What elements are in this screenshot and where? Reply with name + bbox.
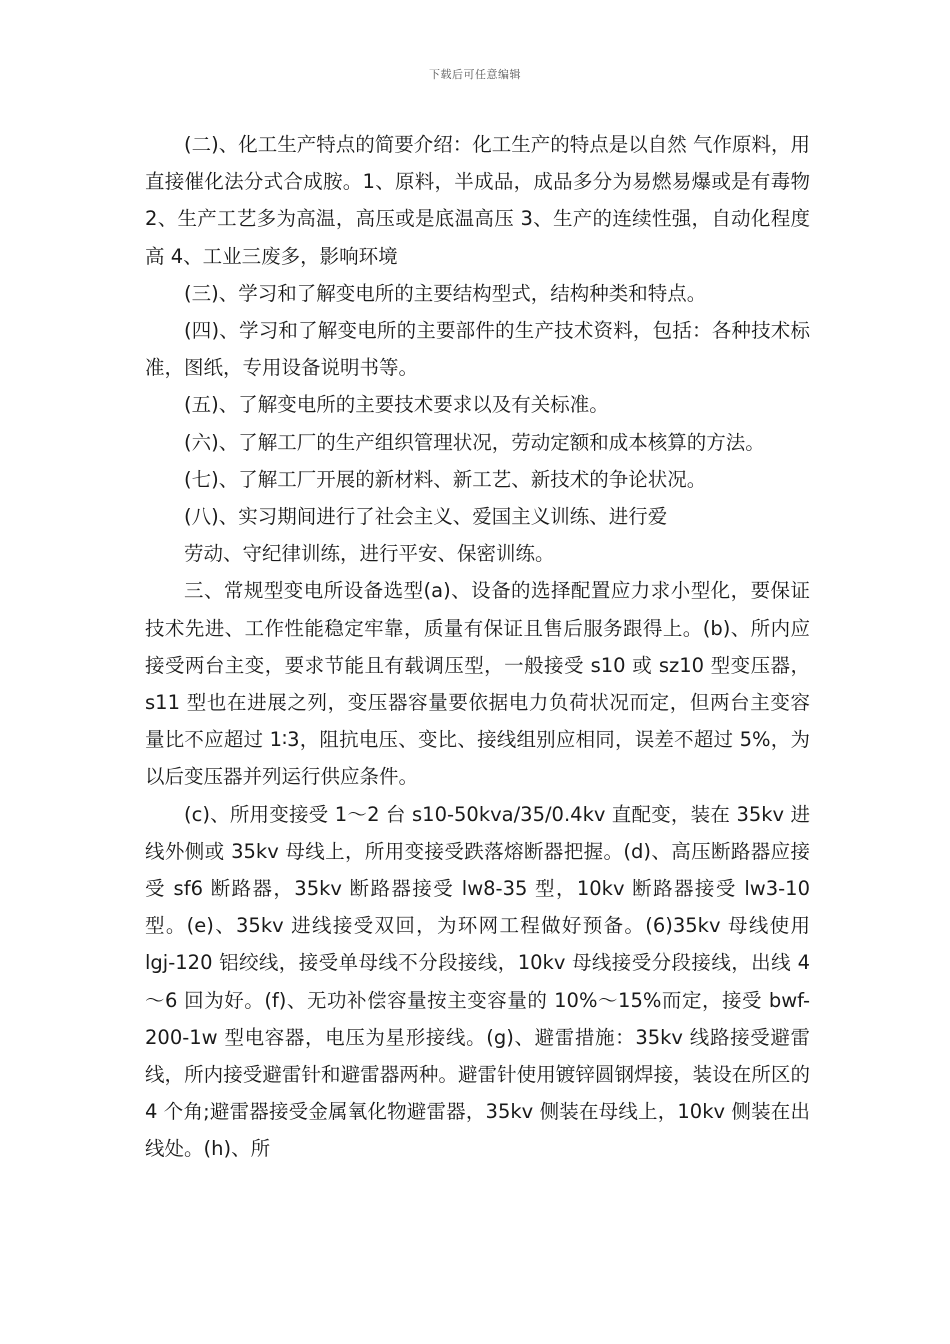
paragraph-equipment-selection: 三、常规型变电所设备选型(a)、设备的选择配置应力求小型化，要保证技术先进、工作性能稳定牢靠，质量有保证且售后服务跟得上。(b)、所内应接受两台主变，要求节能且有载调压型，一般接受 s10 或 sz10 型变压器，s11 型也在进展之列，变压器容量要依据电力负荷状况而定，但两台主变容量比不应超过 1∶3，阻抗电压、变比、接线组别应相同，误差不超过 5%，为以后变压器并列运行供应条件。 <box>145 579 810 789</box>
page-header: 下载后可任意编辑 <box>429 68 521 81</box>
paragraph-production-management: (六)、了解工厂的生产组织管理状况，劳动定额和成本核算的方法。 <box>184 430 765 454</box>
paragraph-substation-structure: (三)、学习和了解变电所的主要结构型式，结构种类和特点。 <box>184 281 707 305</box>
paragraph-technical-docs: (四)、学习和了解变电所的主要部件的生产技术资料，包括：各种技术标准，图纸，专用设备说明书等。 <box>145 319 810 380</box>
paragraph-training: (八)、实习期间进行了社会主义、爱国主义训练、进行爱 <box>184 505 668 529</box>
paragraph-chemical-production: (二)、化工生产特点的简要介绍：化工生产的特点是以自然 气作原料，用直接催化法分式合成胺。1、原料，半成品，成品多分为易燃易爆或是有毒物 2、生产工艺多为高温，高压或是底温高压 3、生产的连续性强，自动化程度高 4、工业三废多，影响环境 <box>145 133 810 268</box>
document-body <box>145 126 810 1168</box>
paragraph-training-continued: 劳动、守纪律训练，进行平安、保密训练。 <box>184 542 555 566</box>
paragraph-equipment-details: (c)、所用变接受 1～2 台 s10-50kva/35/0.4kv 直配变，装在 35kv 进线外侧或 35kv 母线上，所用变接受跌落熔断器把握。(d)、高压断路器应接受 sf6 断路器，35kv 断路器接受 lw8-35 型，10kv 断路器接受 lw3-10 型。(e)、35kv 进线接受双回，为环网工程做好预备。(6)35kv 母线使用 lgj-120 铝绞线，接受单母线不分段接线，10kv 母线接受分段接线，出线 4～6 回为好。(f)、无功补偿容量按主变容量的 10%～15%而定，接受 bwf-200-1w 型电容器，电压为星形接线。(g)、避雷措施：35kv 线路接受避雷线，所内接受避雷针和避雷器两种。避雷针使用镀锌圆钢焊接，装设在所区的 4 个角;避雷器接受金属氧化物避雷器，35kv 侧装在母线上，10kv 侧装在出线处。(h)、所 <box>145 802 810 1161</box>
paragraph-new-technology: (七)、了解工厂开展的新材料、新工艺、新技术的争论状况。 <box>184 467 707 491</box>
paragraph-technical-requirements: (五)、了解变电所的主要技术要求以及有关标准。 <box>184 393 609 417</box>
